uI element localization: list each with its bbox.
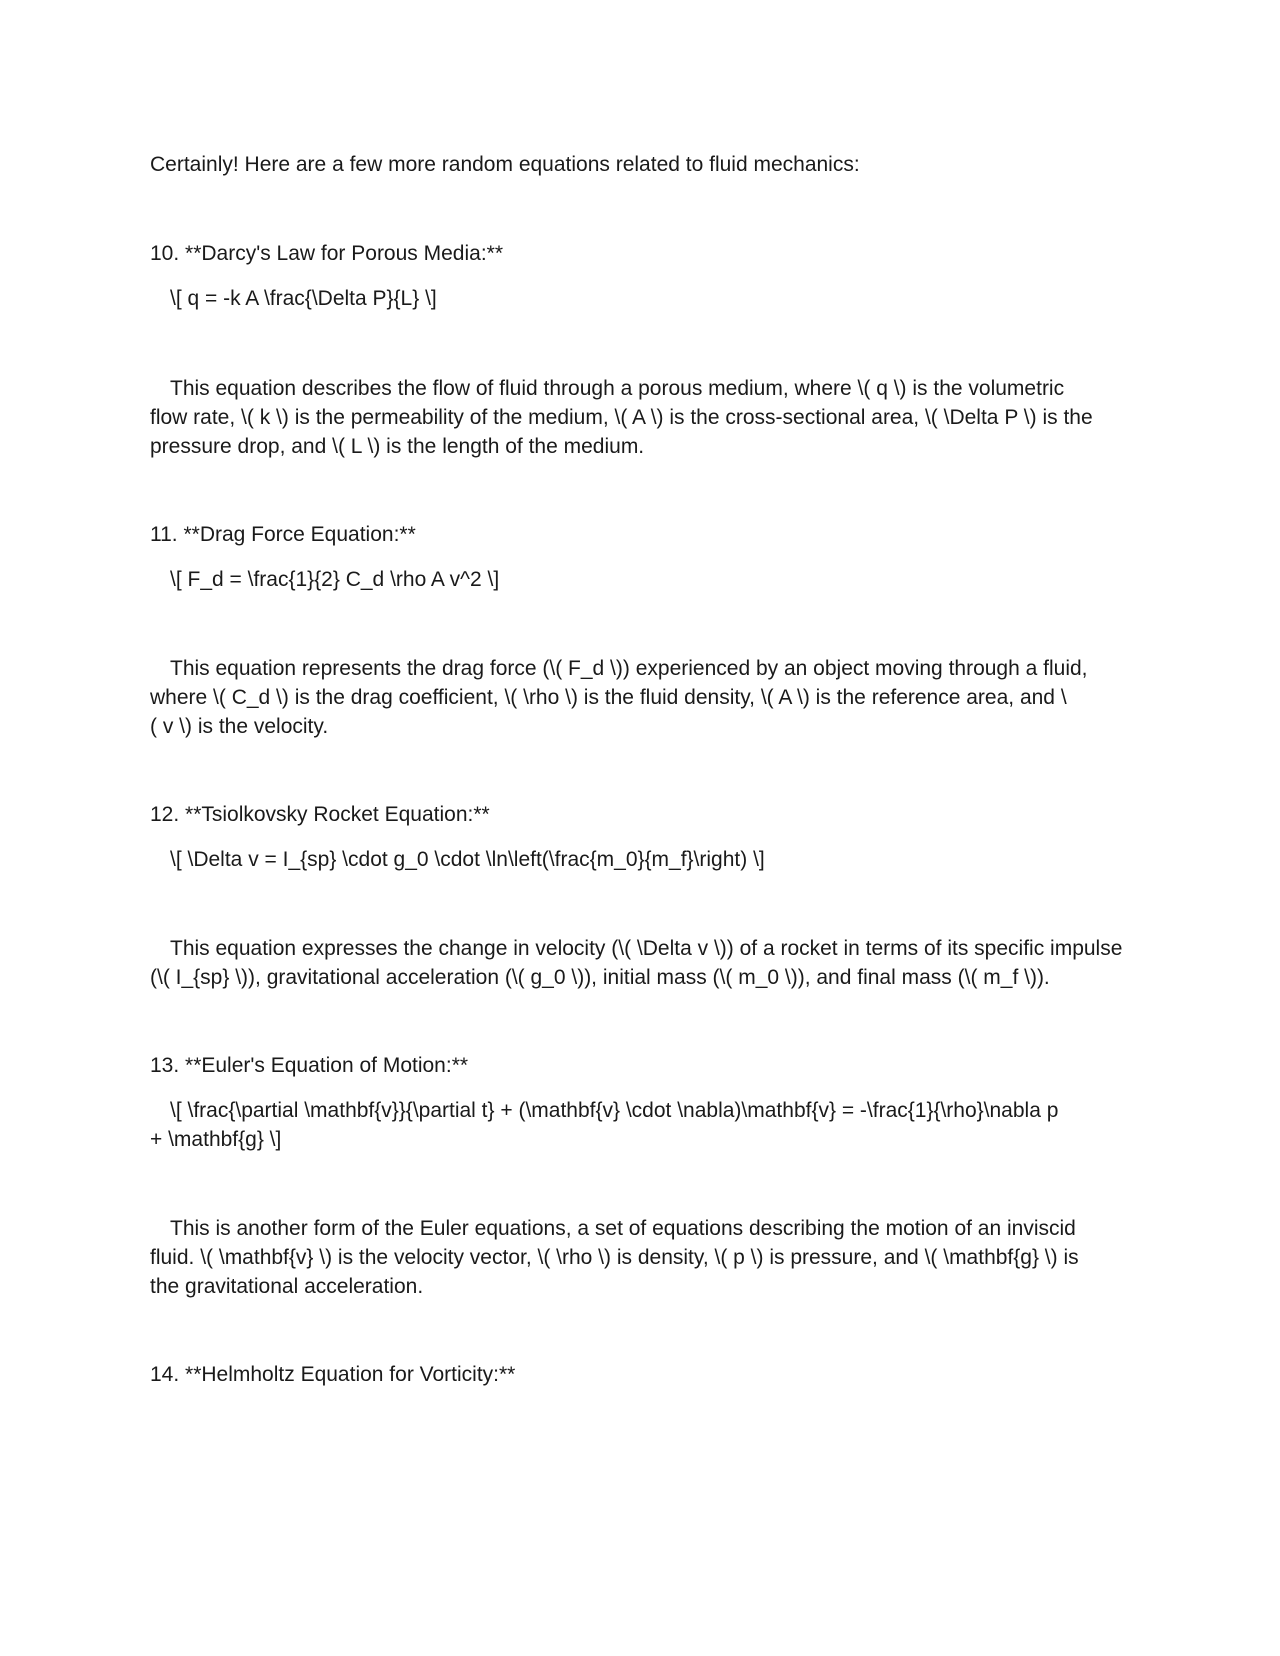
item-description-line: This equation describes the flow of fluid through a porous medium, where \( q \) is the volumetric xyxy=(170,377,1065,400)
item-equation: \[ \Delta v = I_{sp} \cdot g_0 \cdot \ln\left(\frac{m_0}{m_f}\right) \] xyxy=(170,848,765,871)
item-description-line: flow rate, \( k \) is the permeability of the medium, \( A \) is the cross-sectional area, \( \Delta P \) is the xyxy=(150,406,1093,429)
item-equation: + \mathbf{g} \] xyxy=(150,1128,282,1151)
item-description-line: where \( C_d \) is the drag coefficient, \( \rho \) is the fluid density, \( A \) is the reference area, and \ xyxy=(150,686,1067,709)
item-heading: 14. **Helmholtz Equation for Vorticity:** xyxy=(150,1363,516,1386)
item-heading: 13. **Euler's Equation of Motion:** xyxy=(150,1054,469,1077)
item-description-line: fluid. \( \mathbf{v} \) is the velocity vector, \( \rho \) is density, \( p \) is pressure, and \( \mathbf{g} \) is xyxy=(150,1246,1079,1269)
item-heading: 10. **Darcy's Law for Porous Media:** xyxy=(150,242,504,265)
item-description-line: ( v \) is the velocity. xyxy=(150,715,329,738)
item-description-line: (\( I_{sp} \)), gravitational acceleration (\( g_0 \)), initial mass (\( m_0 \)), and final mass (\( m_f \)). xyxy=(150,966,1050,989)
item-description-line: pressure drop, and \( L \) is the length of the medium. xyxy=(150,435,645,458)
intro-text: Certainly! Here are a few more random equations related to fluid mechanics: xyxy=(150,153,860,176)
item-description-line: This is another form of the Euler equations, a set of equations describing the motion of an inviscid xyxy=(170,1217,1076,1240)
item-equation: \[ F_d = \frac{1}{2} C_d \rho A v^2 \] xyxy=(170,568,500,591)
item-heading: 11. **Drag Force Equation:** xyxy=(150,523,416,546)
item-description-line: the gravitational acceleration. xyxy=(150,1275,424,1298)
item-equation: \[ \frac{\partial \mathbf{v}}{\partial t} + (\mathbf{v} \cdot \nabla)\mathbf{v} = -\frac{1}{\rho}\nabla p xyxy=(170,1099,1059,1122)
item-description-line: This equation represents the drag force (\( F_d \)) experienced by an object moving through a fluid, xyxy=(170,657,1088,680)
item-heading: 12. **Tsiolkovsky Rocket Equation:** xyxy=(150,803,490,826)
item-equation: \[ q = -k A \frac{\Delta P}{L} \] xyxy=(170,287,437,310)
item-description-line: This equation expresses the change in velocity (\( \Delta v \)) of a rocket in terms of its specific impulse xyxy=(170,937,1123,960)
